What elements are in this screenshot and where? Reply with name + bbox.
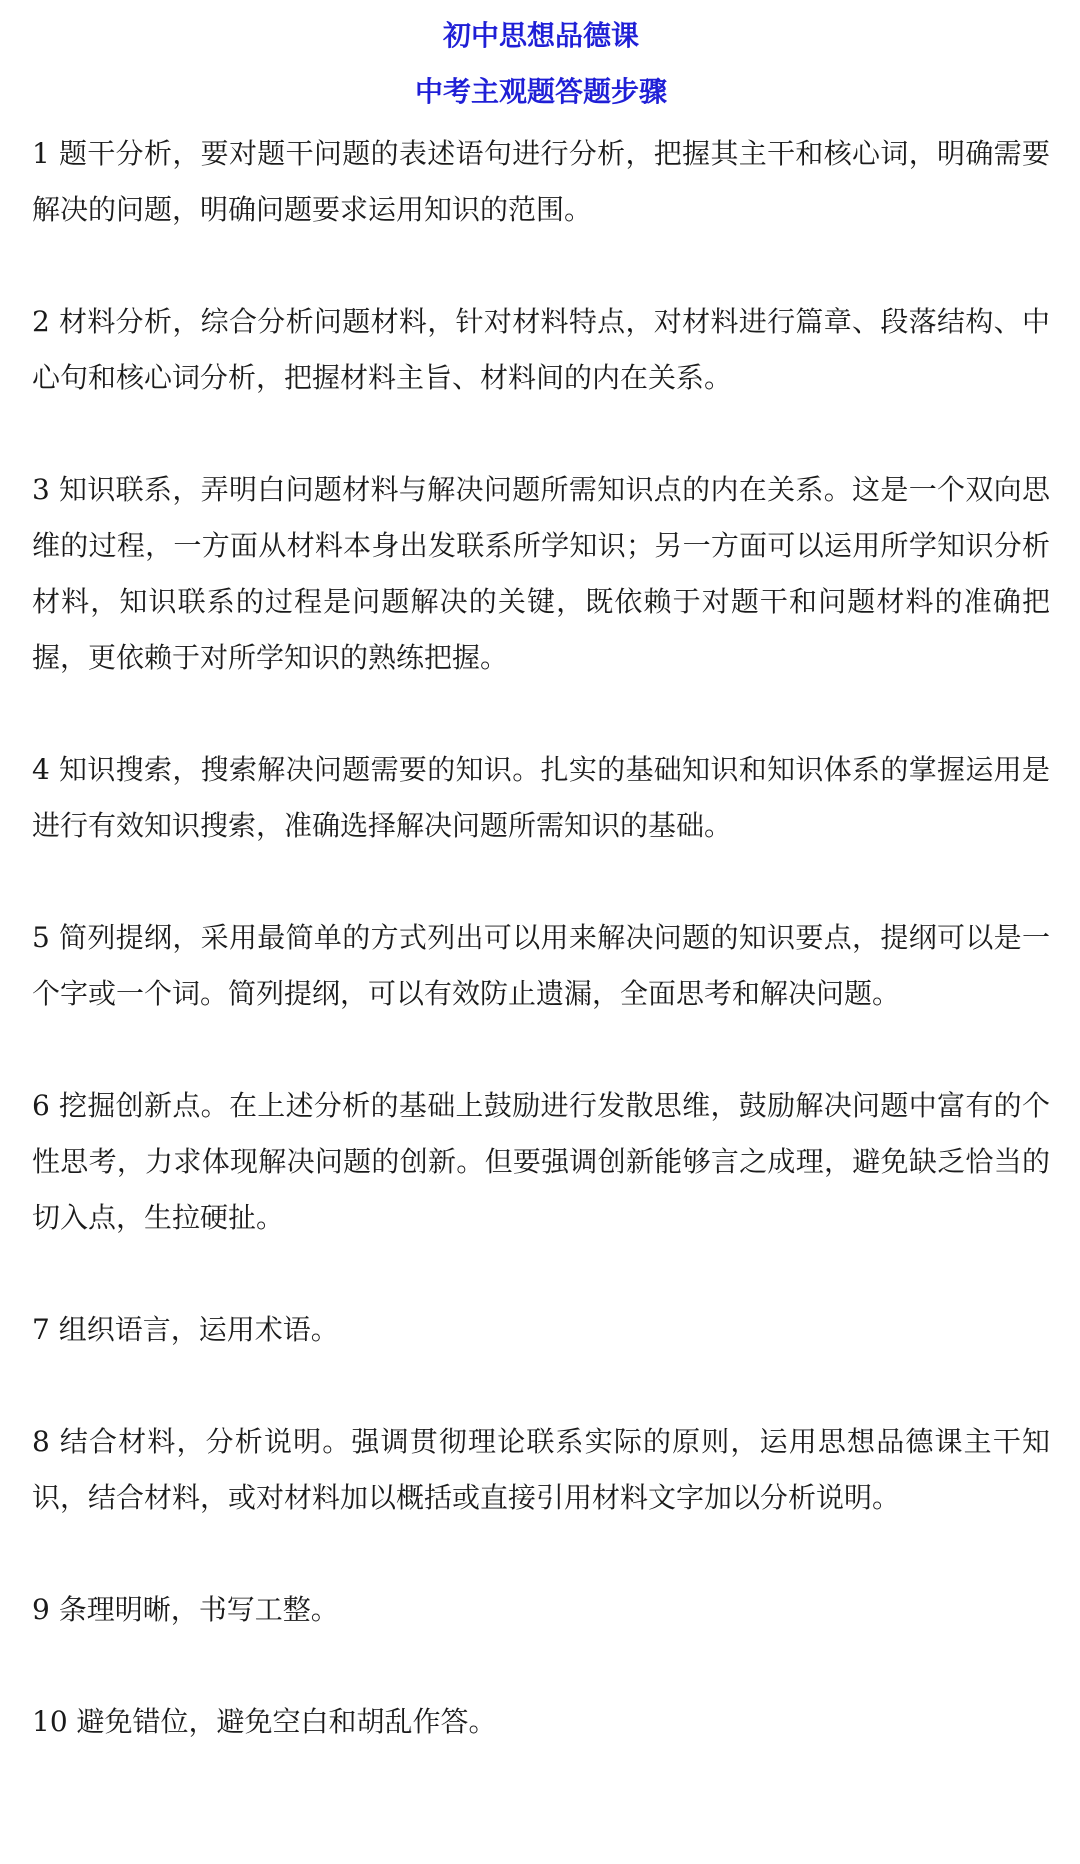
- step-item-1: 1 题干分析，要对题干问题的表述语句进行分析，把握其主干和核心词，明确需要解决的问题，明确问题要求运用知识的范围。: [32, 137, 1050, 226]
- document-title: 初中思想品德课: [442, 19, 639, 52]
- step-item-5: 5 简列提纲，采用最简单的方式列出可以用来解决问题的知识要点，提纲可以是一个字或一个词。简列提纲，可以有效防止遗漏，全面思考和解决问题。: [32, 921, 1050, 1010]
- document-subtitle: 中考主观题答题步骤: [414, 75, 667, 108]
- step-item-8: 8 结合材料，分析说明。强调贯彻理论联系实际的原则，运用思想品德课主干知识，结合材料，或对材料加以概括或直接引用材料文字加以分析说明。: [32, 1425, 1050, 1514]
- step-item-3: 3 知识联系，弄明白问题材料与解决问题所需知识点的内在关系。这是一个双向思维的过程，一方面从材料本身出发联系所学知识；另一方面可以运用所学知识分析材料，知识联系的过程是问题解决的关键，既依赖于对题干和问题材料的准确把握，更依赖于对所学知识的熟练把握。: [32, 473, 1050, 674]
- step-item-6: 6 挖掘创新点。在上述分析的基础上鼓励进行发散思维，鼓励解决问题中富有的个性思考，力求体现解决问题的创新。但要强调创新能够言之成理，避免缺乏恰当的切入点，生拉硬扯。: [32, 1089, 1050, 1234]
- step-item-9: 9 条理明晰，书写工整。: [32, 1593, 339, 1626]
- step-item-10: 10 避免错位，避免空白和胡乱作答。: [32, 1705, 497, 1738]
- steps-list: [32, 126, 1050, 1750]
- step-item-7: 7 组织语言，运用术语。: [32, 1313, 339, 1346]
- step-item-2: 2 材料分析，综合分析问题材料，针对材料特点，对材料进行篇章、段落结构、中心句和核心词分析，把握材料主旨、材料间的内在关系。: [32, 305, 1050, 394]
- step-item-4: 4 知识搜索，搜索解决问题需要的知识。扎实的基础知识和知识体系的掌握运用是进行有效知识搜索，准确选择解决问题所需知识的基础。: [32, 753, 1050, 842]
